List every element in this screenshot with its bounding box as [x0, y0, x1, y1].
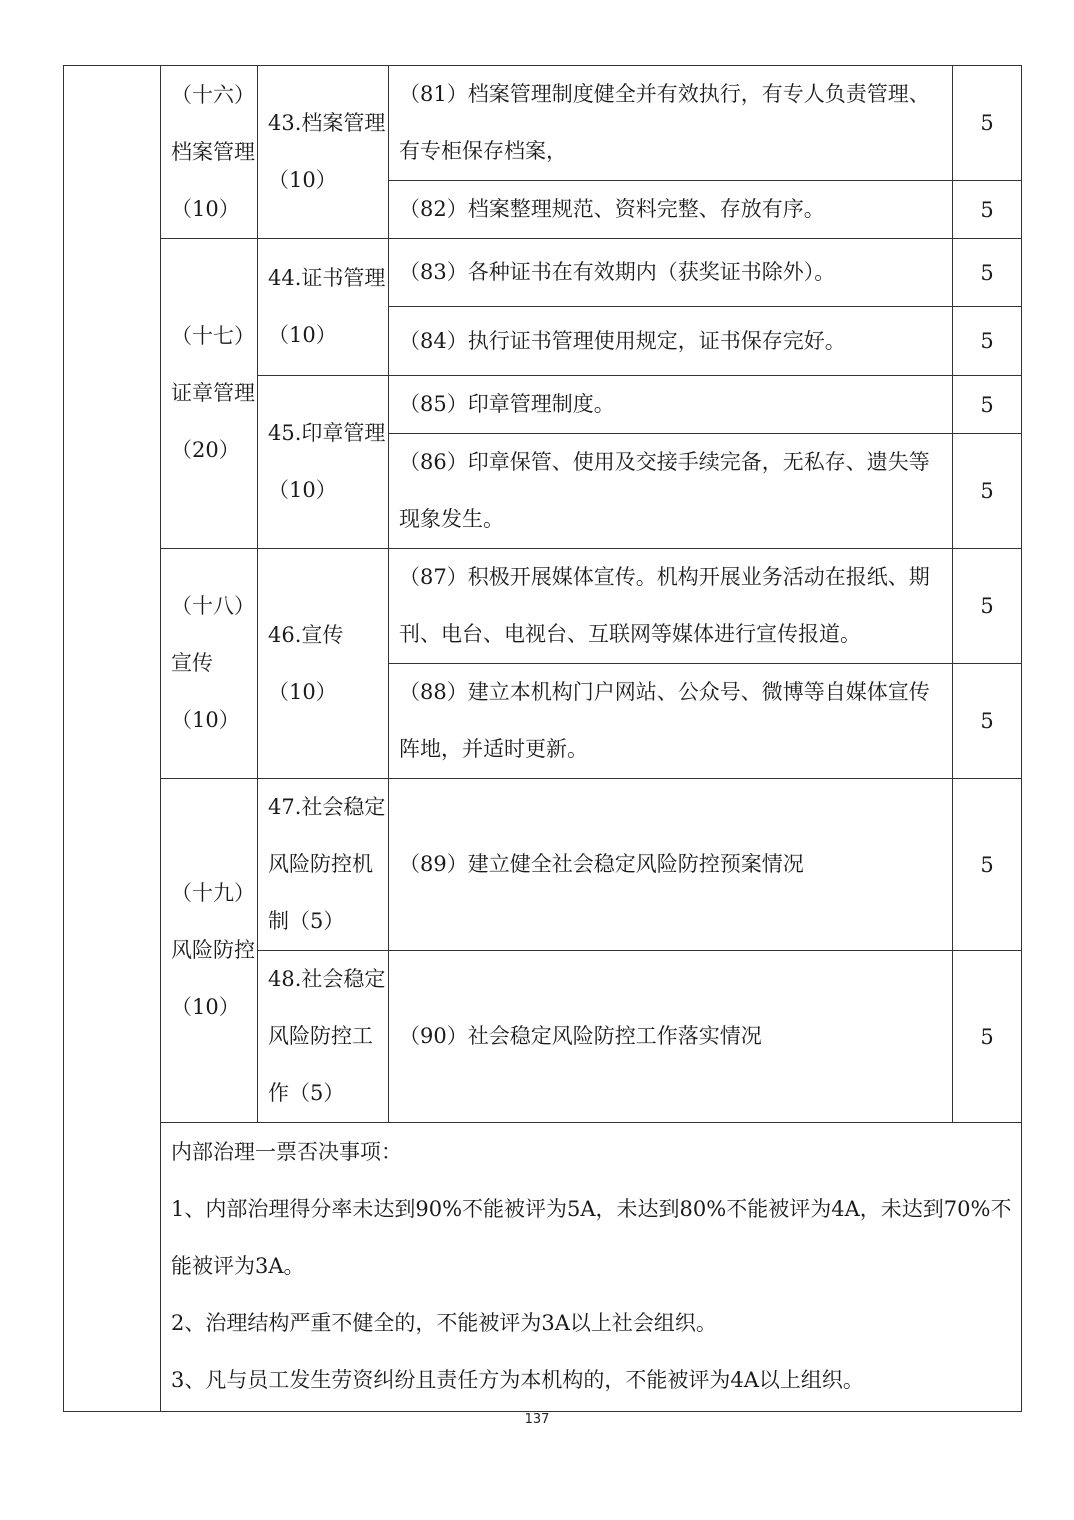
criterion-score: 5 — [953, 664, 1022, 779]
merged-left-column — [64, 66, 161, 1412]
criterion-text: （90）社会稳定风险防控工作落实情况 — [389, 951, 953, 1123]
criterion-score: 5 — [953, 181, 1022, 239]
category-cell: （十六）档案管理（10） — [161, 66, 258, 239]
criterion-score: 5 — [953, 434, 1022, 549]
criterion-score: 5 — [953, 66, 1022, 181]
veto-item: 1、内部治理得分率未达到90%不能被评为5A，未达到80%不能被评为4A，未达到70%不能被评为3A。 — [171, 1197, 1012, 1278]
criterion-text: （84）执行证书管理使用规定，证书保存完好。 — [389, 307, 953, 376]
criterion-text: （87）积极开展媒体宣传。机构开展业务活动在报纸、期刊、电台、电视台、互联网等媒体进行宣传报道。 — [389, 549, 953, 664]
item-cell: 44.证书管理（10） — [258, 239, 389, 376]
item-cell: 47.社会稳定风险防控机制（5） — [258, 779, 389, 951]
criterion-text: （86）印章保管、使用及交接手续完备，无私存、遗失等现象发生。 — [389, 434, 953, 549]
criterion-text: （82）档案整理规范、资料完整、存放有序。 — [389, 181, 953, 239]
criterion-text: （89）建立健全社会稳定风险防控预案情况 — [389, 779, 953, 951]
criterion-text: （83）各种证书在有效期内（获奖证书除外）。 — [389, 239, 953, 307]
scoring-table — [63, 65, 1022, 1412]
item-cell: 43.档案管理（10） — [258, 66, 389, 239]
table-row — [64, 779, 1022, 951]
table-row — [64, 66, 1022, 181]
criterion-score: 5 — [953, 951, 1022, 1123]
table-row — [64, 239, 1022, 307]
category-cell: （十九）风险防控（10） — [161, 779, 258, 1123]
criterion-score: 5 — [953, 239, 1022, 307]
category-cell: （十七）证章管理（20） — [161, 239, 258, 549]
item-cell: 46.宣传（10） — [258, 549, 389, 779]
veto-title: 内部治理一票否决事项： — [171, 1140, 402, 1164]
veto-item: 2、治理结构严重不健全的，不能被评为3A以上社会组织。 — [171, 1311, 717, 1335]
criterion-score: 5 — [953, 307, 1022, 376]
criterion-score: 5 — [953, 779, 1022, 951]
veto-cell — [161, 1123, 1022, 1412]
page-number: 137 — [524, 1412, 550, 1427]
criterion-text: （81）档案管理制度健全并有效执行，有专人负责管理、有专柜保存档案， — [389, 66, 953, 181]
veto-item: 3、凡与员工发生劳资纠纷且责任方为本机构的，不能被评为4A以上组织。 — [171, 1368, 864, 1392]
item-cell: 48.社会稳定风险防控工作（5） — [258, 951, 389, 1123]
criterion-score: 5 — [953, 549, 1022, 664]
criterion-text: （88）建立本机构门户网站、公众号、微博等自媒体宣传阵地，并适时更新。 — [389, 664, 953, 779]
criterion-score: 5 — [953, 376, 1022, 434]
criterion-text: （85）印章管理制度。 — [389, 376, 953, 434]
category-cell: （十八）宣传（10） — [161, 549, 258, 779]
veto-row — [64, 1123, 1022, 1412]
table-row — [64, 549, 1022, 664]
item-cell: 45.印章管理（10） — [258, 376, 389, 549]
